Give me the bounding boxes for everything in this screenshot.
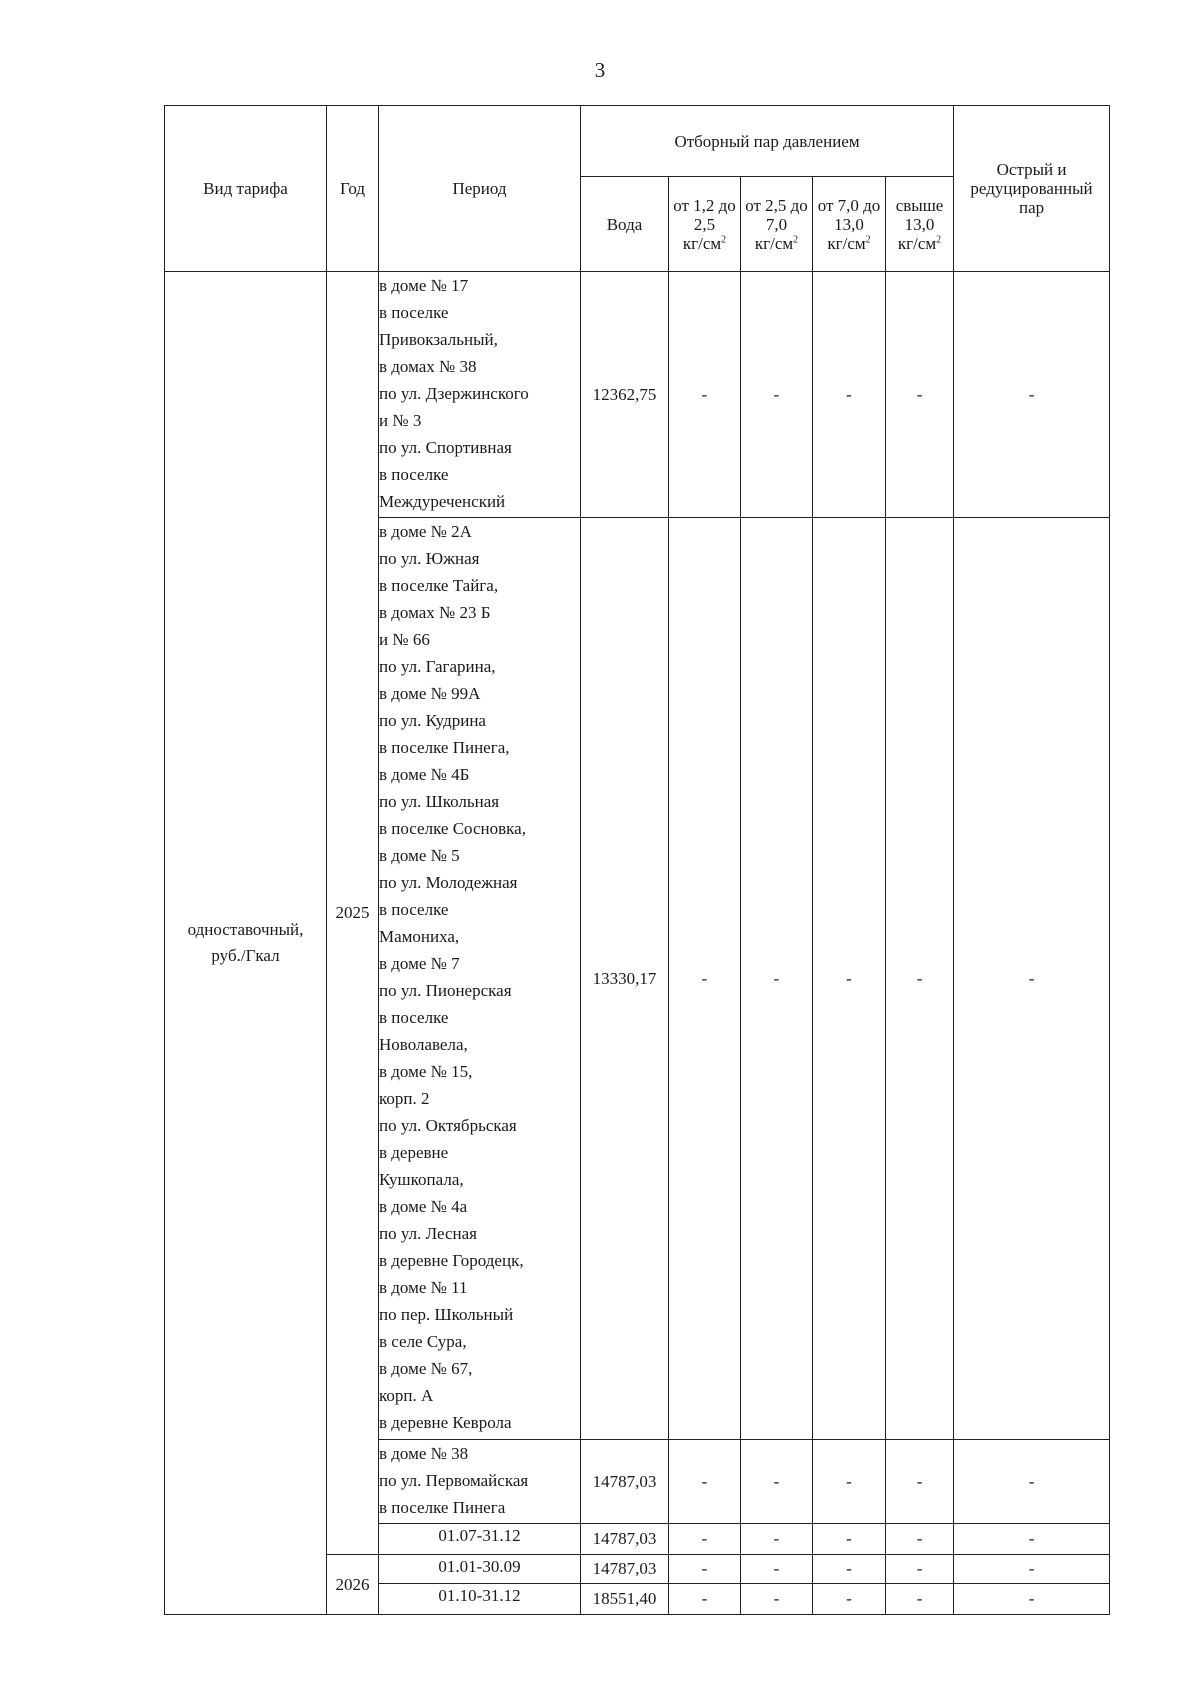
dash-cell: - <box>669 1555 741 1584</box>
dash-cell: - <box>741 518 813 1440</box>
header-pressure-3: от 7,0 до 13,0 $кг/см^2$ <box>813 177 886 272</box>
dash-cell: - <box>813 1555 886 1584</box>
year-cell: 2025 <box>327 272 379 1555</box>
dash-cell: - <box>954 1440 1110 1524</box>
header-period: Период <box>379 106 581 272</box>
dash-cell: - <box>669 1440 741 1524</box>
table-row <box>165 272 1110 518</box>
period-cell: 01.07-31.12 <box>379 1524 581 1555</box>
dash-cell: - <box>741 1555 813 1584</box>
dash-cell: - <box>669 1524 741 1555</box>
header-year: Год <box>327 106 379 272</box>
dash-cell: - <box>813 1440 886 1524</box>
header-tariff-type: Вид тарифа <box>165 106 327 272</box>
dash-cell: - <box>954 1584 1110 1615</box>
water-value: 14787,03 <box>581 1524 669 1555</box>
dash-cell: - <box>954 1524 1110 1555</box>
dash-cell: - <box>813 1524 886 1555</box>
dash-cell: - <box>954 518 1110 1440</box>
dash-cell: - <box>741 272 813 518</box>
tariff-type-cell: одноставочный, руб./Гкал <box>165 272 327 1615</box>
dash-cell: - <box>886 1555 954 1584</box>
water-value: 14787,03 <box>581 1440 669 1524</box>
period-cell: в доме № 17 в поселке Привокзальный, в домах № 38 по ул. Дзержинского и № 3 по ул. Спортивная в поселке Междуреченский <box>379 272 581 518</box>
period-cell: 01.01-30.09 <box>379 1555 581 1584</box>
dash-cell: - <box>886 518 954 1440</box>
year-cell: 2026 <box>327 1555 379 1615</box>
header-pressure-2: от 2,5 до 7,0 $кг/см^2$ <box>741 177 813 272</box>
dash-cell: - <box>813 518 886 1440</box>
period-cell: 01.10-31.12 <box>379 1584 581 1615</box>
dash-cell: - <box>886 1524 954 1555</box>
dash-cell: - <box>813 272 886 518</box>
tariff-table <box>164 105 1110 1615</box>
page-number: 3 <box>594 58 606 82</box>
header-steam-group: Отборный пар давлением <box>581 106 954 177</box>
water-value: 13330,17 <box>581 518 669 1440</box>
dash-cell: - <box>954 1555 1110 1584</box>
water-value: 18551,40 <box>581 1584 669 1615</box>
dash-cell: - <box>741 1584 813 1615</box>
water-value: 14787,03 <box>581 1555 669 1584</box>
dash-cell: - <box>886 1440 954 1524</box>
water-value: 12362,75 <box>581 272 669 518</box>
dash-cell: - <box>741 1440 813 1524</box>
period-cell: в доме № 2А по ул. Южная в поселке Тайга, в домах № 23 Б и № 66 по ул. Гагарина, в доме № 99А по ул. Кудрина в поселке Пинега, в доме № 4Б по ул. Школьная в поселке Сосновка, в доме № 5 по ул. Молодежная в поселке Мамониха, в доме № 7 по ул. Пионерская в поселке Новолавела, в доме № 15, корп. 2 по ул. Октябрьская в деревне Кушкопала, в доме № 4а по ул. Лесная в деревне Городецк, в доме № 11 по пер. Школьный в селе Сура, в доме № 67, корп. А в деревне Кеврола <box>379 518 581 1440</box>
dash-cell: - <box>954 272 1110 518</box>
header-pressure-4: свыше 13,0 $кг/см^2$ <box>886 177 954 272</box>
dash-cell: - <box>886 1584 954 1615</box>
dash-cell: - <box>669 272 741 518</box>
period-cell: в доме № 38 по ул. Первомайская в поселке Пинега <box>379 1440 581 1524</box>
header-sharp-steam: Острый и редуцированный пар <box>954 106 1110 272</box>
header-water: Вода <box>581 177 669 272</box>
dash-cell: - <box>669 518 741 1440</box>
header-pressure-1: от 1,2 до 2,5 $кг/см^2$ <box>669 177 741 272</box>
dash-cell: - <box>886 272 954 518</box>
dash-cell: - <box>669 1584 741 1615</box>
dash-cell: - <box>741 1524 813 1555</box>
dash-cell: - <box>813 1584 886 1615</box>
